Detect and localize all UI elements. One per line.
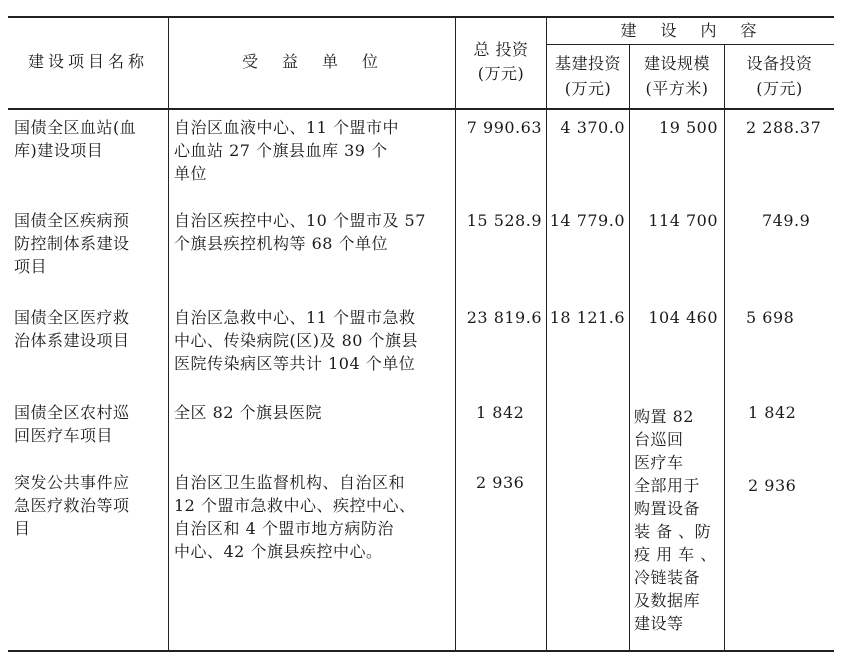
column-rule-5	[724, 44, 725, 651]
row5-equipment: 2 936	[748, 476, 797, 495]
row5-name-2: 急医疗救治等项	[14, 496, 130, 515]
row2-name-1: 国债全区疾病预	[14, 211, 130, 230]
header-project-name: 建设项目名称	[27, 52, 148, 71]
column-rule-2	[455, 16, 456, 651]
row1-name-2: 库)建设项目	[14, 141, 104, 160]
row1-name-1: 国债全区血站(血	[14, 118, 137, 137]
row1-total: 7 990.63	[466, 118, 542, 137]
header-equipment-investment-1: 设备投资	[746, 54, 813, 73]
column-rule-1	[168, 16, 169, 651]
row3-scale: 104 460	[648, 308, 718, 327]
sub-header-rule	[546, 44, 834, 45]
row5-scale-4: 疫 用 车 、	[634, 545, 717, 564]
header-capital-construction-1: 基建投资	[554, 54, 621, 73]
header-bottom-rule	[8, 108, 834, 110]
row3-beneficiary-1: 自治区急救中心、11 个盟市急救	[174, 308, 416, 327]
row4-name-2: 回医疗车项目	[14, 426, 114, 445]
row3-beneficiary-3: 医院传染病区等共计 104 个单位	[174, 354, 416, 373]
row5-name-1: 突发公共事件应	[14, 473, 130, 492]
row3-name-2: 治体系建设项目	[14, 331, 130, 350]
row1-beneficiary-1: 自治区血液中心、11 个盟市中	[174, 118, 399, 137]
row5-beneficiary-3: 自治区和 4 个盟市地方病防治	[174, 519, 394, 538]
row5-scale-6: 及数据库	[634, 591, 701, 610]
header-equipment-investment-2: (万元)	[756, 79, 803, 98]
row4-beneficiary-1: 全区 82 个旗县医院	[174, 403, 323, 422]
column-rule-3	[546, 16, 547, 651]
row5-scale-1: 全部用于	[634, 476, 701, 495]
row5-beneficiary-4: 中心、42 个旗县疾控中心。	[174, 542, 383, 561]
row3-equipment: 5 698	[746, 308, 795, 327]
table-bottom-rule	[8, 650, 834, 652]
row5-beneficiary-1: 自治区卫生监督机构、自治区和	[174, 473, 406, 492]
row4-total: 1 842	[476, 403, 525, 422]
row5-scale-3: 装 备 、防	[634, 522, 712, 541]
row2-name-2: 防控制体系建设	[14, 234, 130, 253]
row4-equipment: 1 842	[748, 403, 797, 422]
row2-total: 15 528.9	[466, 211, 542, 230]
header-construction-scale-1: 建设规模	[643, 54, 710, 73]
row1-equipment: 2 288.37	[746, 118, 822, 137]
row2-beneficiary-1: 自治区疾控中心、10 个盟市及 57	[174, 211, 426, 230]
row5-scale-7: 建设等	[634, 614, 684, 633]
row1-beneficiary-3: 单位	[174, 164, 208, 183]
row2-beneficiary-2: 个旗县疾控机构等 68 个单位	[174, 234, 389, 253]
header-construction-scale-2: (平方米)	[645, 79, 709, 98]
header-beneficiary: 受 益 单 位	[241, 52, 382, 71]
row5-scale-5: 冷链装备	[634, 568, 701, 587]
table-top-rule	[8, 16, 834, 18]
header-total-investment-2: (万元)	[477, 64, 525, 83]
row1-scale: 19 500	[659, 118, 718, 137]
row2-capital: 14 779.0	[549, 211, 625, 230]
row4-name-1: 国债全区农村巡	[14, 403, 130, 422]
row3-name-1: 国债全区医疗救	[14, 308, 130, 327]
header-total-investment-1: 总 投资	[473, 40, 529, 59]
row3-beneficiary-2: 中心、传染病院(区)及 80 个旗县	[174, 331, 419, 350]
header-capital-construction-2: (万元)	[564, 79, 612, 98]
row2-scale: 114 700	[648, 211, 718, 230]
header-construction-content: 建 设 内 容	[620, 21, 761, 40]
row3-capital: 18 121.6	[549, 308, 625, 327]
row4-scale-3: 医疗车	[634, 453, 684, 472]
row5-beneficiary-2: 12 个盟市急救中心、疾控中心、	[174, 496, 416, 515]
row5-scale-2: 购置设备	[634, 499, 701, 518]
row5-name-3: 目	[14, 519, 31, 538]
row4-scale-1: 购置 82	[634, 407, 694, 426]
row2-name-3: 项目	[14, 257, 48, 276]
row1-capital: 4 370.0	[560, 118, 625, 137]
row5-total: 2 936	[476, 473, 525, 492]
row1-beneficiary-2: 心血站 27 个旗县血库 39 个	[174, 141, 388, 160]
row4-scale-2: 台巡回	[634, 430, 684, 449]
row2-equipment: 749.9	[762, 211, 811, 230]
row3-total: 23 819.6	[466, 308, 542, 327]
